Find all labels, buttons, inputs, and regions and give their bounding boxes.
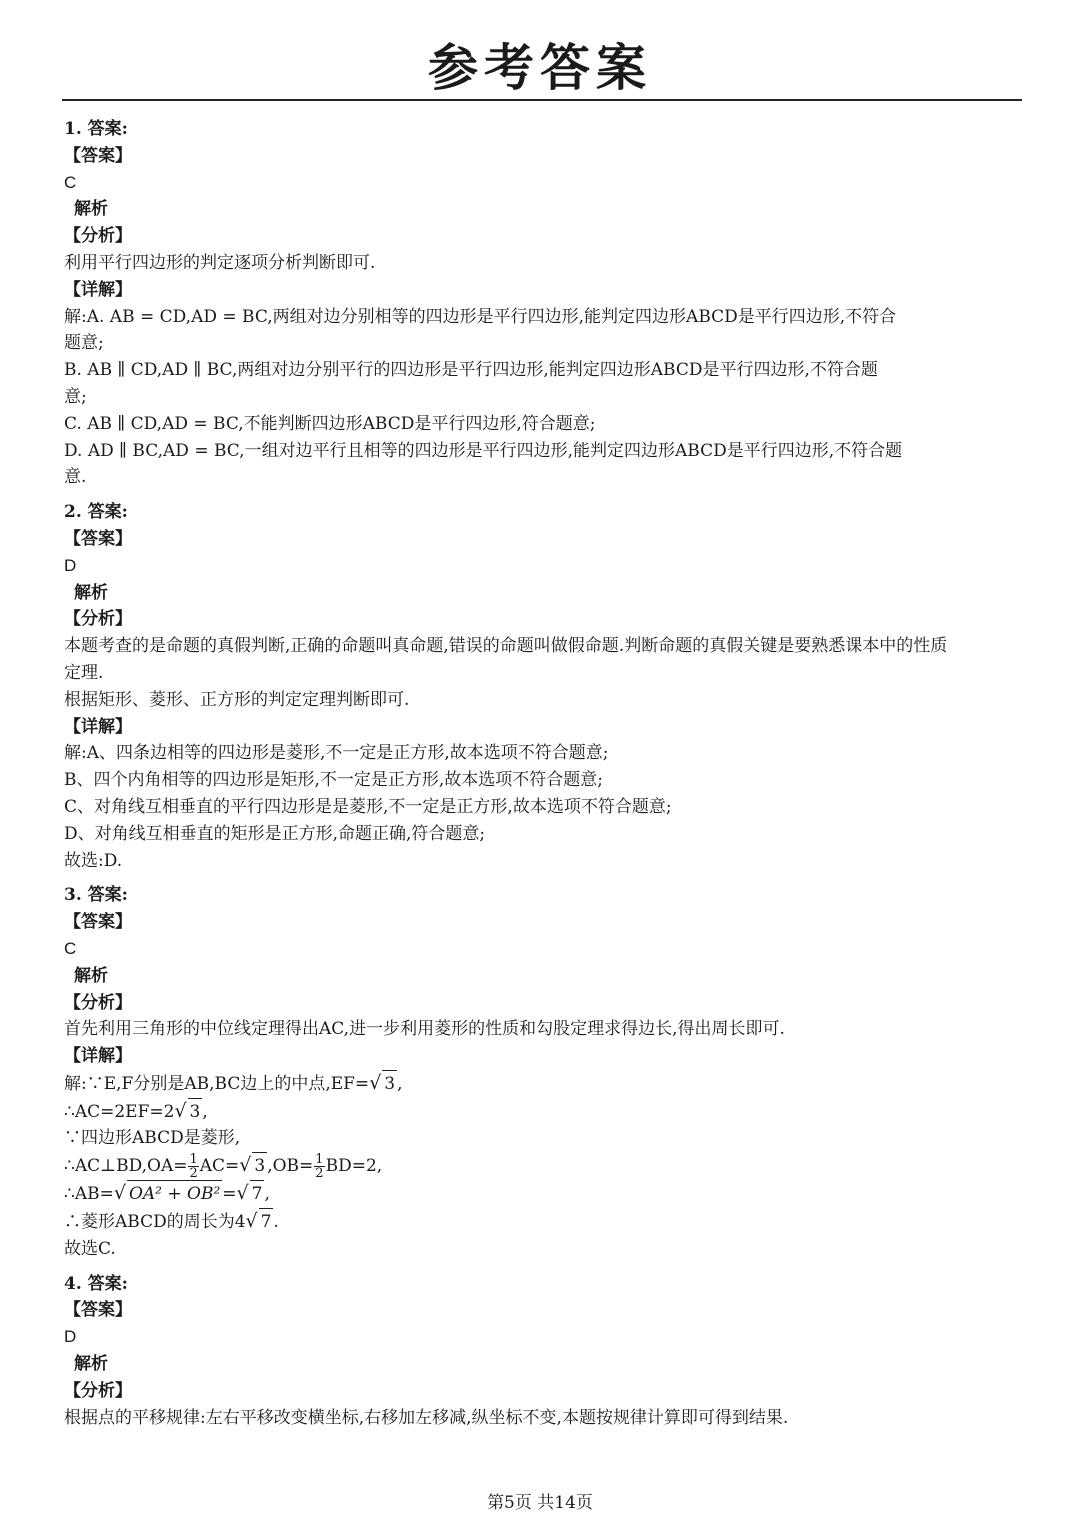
xiangjie-line: 解:A、四条边相等的四边形是菱形,不一定是正方形,故本选项不符合题意; [64, 743, 609, 764]
radical-sign: √ [369, 1071, 382, 1094]
xiangjie-line [64, 1152, 1024, 1180]
analysis-heading: 解析 [74, 965, 108, 986]
xiangjie-label: 【详解】 [64, 279, 132, 300]
question-heading: 4. 答案: [64, 1273, 128, 1294]
answer-value: D [64, 555, 77, 575]
xiangjie-line: B、四个内角相等的四边形是矩形,不一定是正方形,故本选项不符合题意; [64, 770, 604, 791]
fenxi-text: 根据矩形、菱形、正方形的判定定理判断即可. [64, 689, 410, 710]
xiangjie-line: 意; [64, 386, 87, 407]
math-text: = [222, 1184, 237, 1205]
title-divider [62, 99, 1022, 101]
question-heading: 1. 答案: [64, 119, 128, 139]
answer-value: C [64, 938, 77, 958]
math-text: ∴AC=2EF=2 [64, 1101, 175, 1122]
answer-label: 【答案】 [64, 912, 132, 933]
question-3 [64, 882, 1024, 1262]
radical-sign: √ [245, 1210, 258, 1233]
math-text: , [397, 1073, 403, 1094]
fenxi-text: 定理. [64, 662, 104, 683]
answer-content [64, 116, 1024, 1439]
radical-sign: √ [174, 1099, 187, 1122]
analysis-heading: 解析 [74, 582, 108, 603]
math-text: ∴菱形ABCD的周长为4 [64, 1212, 246, 1233]
denominator: 2 [315, 1166, 324, 1182]
xiangjie-line [64, 1208, 1024, 1236]
answer-label: 【答案】 [64, 1300, 132, 1321]
math-text: , [264, 1184, 270, 1205]
math-text: ∴AC⊥BD,OA= [64, 1156, 188, 1177]
analysis-heading: 解析 [74, 199, 108, 220]
fenxi-text: 首先利用三角形的中位线定理得出AC,进一步利用菱形的性质和勾股定理求得边长,得出周长即可. [64, 1019, 785, 1040]
answer-value: C [64, 172, 77, 192]
xiangjie-line: 故选C. [64, 1238, 116, 1259]
question-4 [64, 1271, 1024, 1432]
radical-sign: √ [113, 1182, 126, 1205]
fenxi-text: 利用平行四边形的判定逐项分析判断即可. [64, 252, 376, 273]
question-heading: 2. 答案: [64, 502, 128, 523]
question-1 [64, 116, 1024, 491]
xiangjie-line: 故选:D. [64, 850, 123, 871]
radical-sign: √ [239, 1154, 252, 1177]
xiangjie-line: 解:A. AB = CD,AD = BC,两组对边分别相等的四边形是平行四边形,能判定四边形ABCD是平行四边形,不符合 [64, 306, 897, 327]
radicand: 3 [188, 1098, 203, 1126]
radicand: OA² + OB² [127, 1180, 222, 1208]
fenxi-label: 【分析】 [64, 609, 132, 630]
fenxi-label: 【分析】 [64, 226, 132, 247]
radicand: 7 [250, 1180, 265, 1208]
xiangjie-line: B. AB ∥ CD,AD ∥ BC,两组对边分别平行的四边形是平行四边形,能判定四边形ABCD是平行四边形,不符合题 [64, 360, 878, 381]
xiangjie-label: 【详解】 [64, 716, 132, 737]
radicand: 3 [382, 1070, 397, 1098]
answer-value: D [64, 1327, 77, 1347]
xiangjie-line: ∵四边形ABCD是菱形, [64, 1128, 241, 1149]
xiangjie-label: 【详解】 [64, 1046, 132, 1067]
math-text: ∴AB= [64, 1184, 114, 1205]
fenxi-label: 【分析】 [64, 1380, 132, 1401]
fenxi-text: 本题考查的是命题的真假判断,正确的命题叫真命题,错误的命题叫做假命题.判断命题的真假关键是要熟悉课本中的性质 [64, 636, 948, 657]
numerator: 1 [315, 1152, 324, 1168]
answer-label: 【答案】 [64, 528, 132, 549]
page-number: 第5页 共14页 [487, 1493, 593, 1513]
fenxi-label: 【分析】 [64, 992, 132, 1013]
denominator: 2 [189, 1166, 198, 1182]
fenxi-text: 根据点的平移规律:左右平移改变横坐标,右移加左移减,纵坐标不变,本题按规律计算即可得到结果. [64, 1407, 789, 1428]
xiangjie-line: D、对角线互相垂直的矩形是正方形,命题正确,符合题意; [64, 823, 486, 844]
math-text: BD=2, [325, 1156, 383, 1177]
xiangjie-line: C. AB ∥ CD,AD = BC,不能判断四边形ABCD是平行四边形,符合题意; [64, 413, 596, 434]
math-text: AC= [199, 1156, 240, 1177]
page-title: 参考答案 [428, 39, 652, 97]
math-text: , [202, 1101, 208, 1122]
xiangjie-line [64, 1098, 1024, 1126]
question-2 [64, 499, 1024, 874]
xiangjie-line: D. AD ∥ BC,AD = BC,一组对边平行且相等的四边形是平行四边形,能判定四边形ABCD是平行四边形,不符合题 [64, 440, 903, 461]
radicand: 3 [252, 1152, 267, 1180]
xiangjie-line: 题意; [64, 333, 104, 354]
question-heading: 3. 答案: [64, 885, 128, 906]
xiangjie-line [64, 1070, 1024, 1098]
analysis-heading: 解析 [74, 1354, 108, 1375]
xiangjie-line: C、对角线互相垂直的平行四边形是是菱形,不一定是正方形,故本选项不符合题意; [64, 796, 672, 817]
math-text: ,OB= [267, 1156, 314, 1177]
xiangjie-line [64, 1180, 1024, 1208]
radical-sign: √ [236, 1182, 249, 1205]
answer-label: 【答案】 [64, 145, 132, 166]
fraction [314, 1153, 324, 1180]
math-text: 解:∵E,F分别是AB,BC边上的中点,EF= [64, 1073, 370, 1094]
numerator: 1 [189, 1152, 198, 1168]
radicand: 7 [259, 1208, 274, 1236]
math-text: . [273, 1212, 279, 1233]
xiangjie-line: 意. [64, 467, 87, 488]
fraction [188, 1153, 198, 1180]
